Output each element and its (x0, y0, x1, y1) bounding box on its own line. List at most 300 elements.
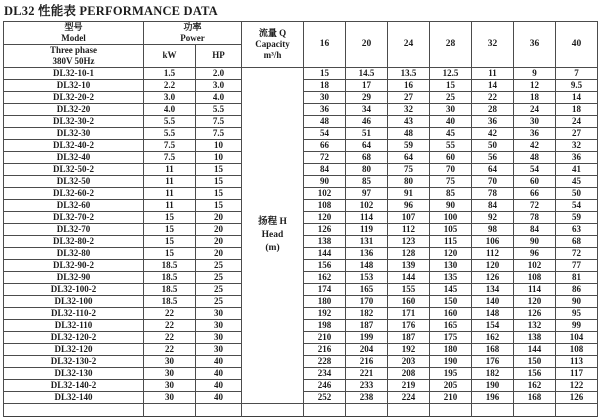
head-value-cell: 160 (430, 307, 472, 319)
head-value-cell: 176 (388, 319, 430, 331)
head-value-cell: 123 (388, 235, 430, 247)
head-value-cell: 14 (472, 79, 514, 91)
head-value-cell: 136 (346, 247, 388, 259)
head-value-cell: 86 (556, 283, 598, 295)
head-value-cell: 228 (304, 355, 346, 367)
hp-cell: 30 (196, 319, 242, 331)
head-value-cell: 150 (514, 355, 556, 367)
model-header-en: Model (61, 32, 86, 43)
head-value-cell: 90 (556, 295, 598, 307)
hp-cell: 20 (196, 223, 242, 235)
head-value-cell: 113 (556, 355, 598, 367)
head-value-cell: 114 (346, 211, 388, 223)
head-value-cell: 132 (514, 319, 556, 331)
page-title: DL32 性能表 PERFORMANCE DATA (4, 4, 218, 18)
head-value-cell: 68 (346, 151, 388, 163)
cropped-cell (242, 403, 304, 416)
head-value-cell: 126 (514, 307, 556, 319)
performance-table (3, 21, 598, 417)
hp-cell: 15 (196, 199, 242, 211)
head-value-cell: 221 (346, 367, 388, 379)
head-value-cell: 99 (556, 319, 598, 331)
head-value-cell: 168 (514, 391, 556, 403)
head-value-cell: 195 (430, 367, 472, 379)
head-value-cell: 60 (514, 175, 556, 187)
hp-cell: 30 (196, 343, 242, 355)
hp-cell: 10 (196, 139, 242, 151)
head-value-cell: 148 (346, 259, 388, 271)
hp-cell: 20 (196, 211, 242, 223)
hp-cell: 40 (196, 367, 242, 379)
head-value-cell: 92 (472, 211, 514, 223)
kw-cell: 15 (144, 235, 196, 247)
kw-cell: 15 (144, 211, 196, 223)
cropped-cell (430, 403, 472, 416)
head-value-cell: 54 (304, 127, 346, 139)
hp-cell: 15 (196, 163, 242, 175)
head-value-cell: 131 (346, 235, 388, 247)
head-value-cell: 64 (472, 163, 514, 175)
head-value-cell: 122 (556, 379, 598, 391)
kw-cell: 15 (144, 223, 196, 235)
head-value-cell: 155 (388, 283, 430, 295)
head-value-cell: 119 (346, 223, 388, 235)
head-value-cell: 170 (346, 295, 388, 307)
head-value-cell: 84 (472, 199, 514, 211)
head-value-cell: 85 (346, 175, 388, 187)
head-value-cell: 190 (472, 379, 514, 391)
cropped-cell (514, 403, 556, 416)
head-value-cell: 162 (304, 271, 346, 283)
capacity-header-unit: m³/h (263, 49, 282, 60)
hp-cell: 40 (196, 391, 242, 403)
head-value-cell: 45 (556, 175, 598, 187)
head-value-cell: 16 (388, 79, 430, 91)
head-value-cell: 216 (346, 355, 388, 367)
head-value-cell: 18 (514, 91, 556, 103)
head-value-cell: 160 (388, 295, 430, 307)
head-value-cell: 210 (430, 391, 472, 403)
head-value-cell: 24 (514, 103, 556, 115)
head-value-cell: 130 (430, 259, 472, 271)
kw-cell: 22 (144, 331, 196, 343)
head-value-cell: 144 (304, 247, 346, 259)
head-value-cell: 114 (514, 283, 556, 295)
head-value-cell: 154 (472, 319, 514, 331)
hp-cell: 2.0 (196, 67, 242, 79)
head-value-cell: 117 (556, 367, 598, 379)
head-value-cell: 90 (514, 235, 556, 247)
head-value-cell: 204 (346, 343, 388, 355)
model-cell: DL32-130 (4, 367, 144, 379)
head-value-cell: 50 (556, 187, 598, 199)
head-value-cell: 41 (556, 163, 598, 175)
head-value-cell: 144 (514, 343, 556, 355)
model-header-cn: 型号 (64, 22, 83, 32)
head-value-cell: 168 (472, 343, 514, 355)
head-value-cell: 175 (430, 331, 472, 343)
model-cell: DL32-70-2 (4, 211, 144, 223)
head-value-cell: 36 (514, 127, 556, 139)
head-value-cell: 78 (514, 211, 556, 223)
power-header-en: Power (180, 32, 205, 43)
kw-cell: 30 (144, 355, 196, 367)
head-value-cell: 224 (388, 391, 430, 403)
head-value-cell: 84 (514, 223, 556, 235)
head-value-cell: 112 (388, 223, 430, 235)
head-value-cell: 30 (430, 103, 472, 115)
kw-cell: 3.0 (144, 91, 196, 103)
model-cell: DL32-80-2 (4, 235, 144, 247)
head-value-cell: 210 (304, 331, 346, 343)
head-value-cell: 96 (514, 247, 556, 259)
head-value-cell: 36 (472, 115, 514, 127)
head-value-cell: 135 (430, 271, 472, 283)
head-value-cell: 15 (304, 67, 346, 79)
hp-cell: 30 (196, 307, 242, 319)
cropped-cell (388, 403, 430, 416)
head-value-cell: 174 (304, 283, 346, 295)
head-value-cell: 54 (514, 163, 556, 175)
head-value-cell: 43 (388, 115, 430, 127)
head-value-cell: 12.5 (430, 67, 472, 79)
hp-cell: 15 (196, 175, 242, 187)
head-value-cell: 48 (514, 151, 556, 163)
hp-cell: 40 (196, 379, 242, 391)
model-cell: DL32-140-2 (4, 379, 144, 391)
cropped-cell (144, 403, 196, 416)
hp-cell: 10 (196, 151, 242, 163)
kw-cell: 7.5 (144, 151, 196, 163)
hp-cell: 5.5 (196, 103, 242, 115)
head-value-cell: 187 (388, 331, 430, 343)
head-value-cell: 48 (388, 127, 430, 139)
model-header (4, 22, 144, 45)
head-value-cell: 34 (346, 103, 388, 115)
head-value-cell: 90 (304, 175, 346, 187)
head-value-cell: 100 (430, 211, 472, 223)
head-value-cell: 156 (304, 259, 346, 271)
head-value-cell: 96 (388, 199, 430, 211)
head-value-cell: 18 (304, 79, 346, 91)
head-value-cell: 180 (430, 343, 472, 355)
head-value-cell: 165 (430, 319, 472, 331)
head-value-cell: 150 (430, 295, 472, 307)
head-value-cell: 252 (304, 391, 346, 403)
head-value-cell: 72 (514, 199, 556, 211)
head-value-cell: 140 (472, 295, 514, 307)
capacity-header (242, 22, 304, 68)
kw-cell: 7.5 (144, 139, 196, 151)
head-value-cell: 108 (556, 343, 598, 355)
capacity-header-en: Capacity (255, 38, 290, 49)
header-row-1 (4, 22, 598, 45)
head-value-cell: 190 (430, 355, 472, 367)
head-value-cell: 75 (430, 175, 472, 187)
head-value-cell: 126 (556, 391, 598, 403)
head-value-cell: 219 (388, 379, 430, 391)
kw-cell: 11 (144, 199, 196, 211)
model-subheader (4, 44, 144, 67)
head-value-cell: 42 (472, 127, 514, 139)
head-value-cell: 139 (388, 259, 430, 271)
head-value-cell: 97 (346, 187, 388, 199)
head-value-cell: 77 (556, 259, 598, 271)
head-value-cell: 106 (472, 235, 514, 247)
kw-cell: 5.5 (144, 115, 196, 127)
model-cell: DL32-50-2 (4, 163, 144, 175)
head-value-cell: 54 (556, 199, 598, 211)
head-value-cell: 64 (388, 151, 430, 163)
head-value-cell: 144 (388, 271, 430, 283)
kw-header: kW (144, 44, 196, 67)
hp-cell: 30 (196, 331, 242, 343)
model-subheader-line1: Three phase (49, 44, 98, 55)
cropped-next-row (4, 403, 598, 416)
model-cell: DL32-90 (4, 271, 144, 283)
cropped-cell (472, 403, 514, 416)
kw-cell: 2.2 (144, 79, 196, 91)
head-value-cell: 120 (304, 211, 346, 223)
model-cell: DL32-30 (4, 127, 144, 139)
model-cell: DL32-100-2 (4, 283, 144, 295)
cropped-cell (304, 403, 346, 416)
head-value-cell: 30 (514, 115, 556, 127)
head-value-cell: 192 (388, 343, 430, 355)
hp-cell: 7.5 (196, 127, 242, 139)
model-cell: DL32-60 (4, 199, 144, 211)
model-cell: DL32-80 (4, 247, 144, 259)
cropped-cell (4, 403, 144, 416)
hp-cell: 20 (196, 235, 242, 247)
flow-header: 20 (346, 22, 388, 68)
head-value-cell: 36 (556, 151, 598, 163)
hp-cell: 4.0 (196, 91, 242, 103)
hp-cell: 15 (196, 187, 242, 199)
head-value-cell: 81 (556, 271, 598, 283)
head-value-cell: 165 (346, 283, 388, 295)
head-value-cell: 25 (430, 91, 472, 103)
kw-cell: 11 (144, 163, 196, 175)
model-cell: DL32-110-2 (4, 307, 144, 319)
flow-header: 36 (514, 22, 556, 68)
head-value-cell: 46 (346, 115, 388, 127)
power-header (144, 22, 242, 45)
head-value-cell: 216 (304, 343, 346, 355)
head-value-cell: 51 (346, 127, 388, 139)
model-cell: DL32-100 (4, 295, 144, 307)
head-value-cell: 196 (472, 391, 514, 403)
head-value-cell: 12 (514, 79, 556, 91)
kw-cell: 4.0 (144, 103, 196, 115)
head-value-cell: 7 (556, 67, 598, 79)
head-value-cell: 176 (472, 355, 514, 367)
head-value-cell: 60 (430, 151, 472, 163)
head-value-cell: 45 (430, 127, 472, 139)
kw-cell: 18.5 (144, 259, 196, 271)
head-value-cell: 208 (388, 367, 430, 379)
hp-cell: 25 (196, 271, 242, 283)
head-value-cell: 14.5 (346, 67, 388, 79)
head-label-line: (m) (265, 242, 280, 253)
head-value-cell: 56 (472, 151, 514, 163)
table-header (4, 22, 598, 68)
cropped-cell (346, 403, 388, 416)
head-value-cell: 50 (472, 139, 514, 151)
head-label-line: Head (261, 229, 284, 240)
head-value-cell: 32 (556, 139, 598, 151)
head-value-cell: 64 (346, 139, 388, 151)
head-value-cell: 105 (430, 223, 472, 235)
model-cell: DL32-60-2 (4, 187, 144, 199)
head-value-cell: 162 (472, 331, 514, 343)
table-body (4, 67, 598, 416)
hp-cell: 3.0 (196, 79, 242, 91)
head-value-cell: 145 (430, 283, 472, 295)
head-value-cell: 22 (472, 91, 514, 103)
hp-cell: 7.5 (196, 115, 242, 127)
head-value-cell: 233 (346, 379, 388, 391)
model-cell: DL32-20 (4, 103, 144, 115)
flow-header: 16 (304, 22, 346, 68)
head-value-cell: 18 (556, 103, 598, 115)
head-value-cell: 29 (346, 91, 388, 103)
kw-cell: 11 (144, 187, 196, 199)
hp-cell: 25 (196, 295, 242, 307)
cropped-cell (556, 403, 598, 416)
head-value-cell: 162 (514, 379, 556, 391)
capacity-header-cn: 流量 Q (258, 28, 287, 39)
table-row (4, 67, 598, 79)
head-value-cell: 27 (556, 127, 598, 139)
head-value-cell: 75 (388, 163, 430, 175)
head-value-cell: 120 (472, 259, 514, 271)
hp-cell: 25 (196, 259, 242, 271)
head-label-line: 扬程 H (258, 216, 287, 227)
kw-cell: 30 (144, 379, 196, 391)
head-value-cell: 187 (346, 319, 388, 331)
head-value-cell: 24 (556, 115, 598, 127)
kw-cell: 22 (144, 319, 196, 331)
head-value-cell: 80 (346, 163, 388, 175)
model-cell: DL32-10-1 (4, 67, 144, 79)
head-value-cell: 63 (556, 223, 598, 235)
model-cell: DL32-130-2 (4, 355, 144, 367)
model-cell: DL32-140 (4, 391, 144, 403)
head-value-cell: 120 (514, 295, 556, 307)
head-value-cell: 28 (472, 103, 514, 115)
head-value-cell: 48 (304, 115, 346, 127)
head-value-cell: 59 (388, 139, 430, 151)
model-cell: DL32-90-2 (4, 259, 144, 271)
model-cell: DL32-120-2 (4, 331, 144, 343)
head-value-cell: 90 (430, 199, 472, 211)
model-cell: DL32-50 (4, 175, 144, 187)
head-value-cell: 180 (304, 295, 346, 307)
head-value-cell: 246 (304, 379, 346, 391)
kw-cell: 22 (144, 343, 196, 355)
head-value-cell: 9 (514, 67, 556, 79)
head-value-cell: 107 (388, 211, 430, 223)
flow-header: 32 (472, 22, 514, 68)
kw-cell: 30 (144, 391, 196, 403)
head-value-cell: 9.5 (556, 79, 598, 91)
head-value-cell: 112 (472, 247, 514, 259)
kw-cell: 5.5 (144, 127, 196, 139)
kw-cell: 30 (144, 367, 196, 379)
model-cell: DL32-70 (4, 223, 144, 235)
head-value-cell: 70 (430, 163, 472, 175)
model-cell: DL32-120 (4, 343, 144, 355)
head-value-cell: 84 (304, 163, 346, 175)
head-value-cell: 42 (514, 139, 556, 151)
head-value-cell: 36 (304, 103, 346, 115)
head-value-cell: 102 (346, 199, 388, 211)
head-value-cell: 13.5 (388, 67, 430, 79)
kw-cell: 1.5 (144, 67, 196, 79)
head-value-cell: 205 (430, 379, 472, 391)
head-value-cell: 72 (304, 151, 346, 163)
hp-header: HP (196, 44, 242, 67)
head-value-cell: 203 (388, 355, 430, 367)
head-value-cell: 72 (556, 247, 598, 259)
head-value-cell: 108 (514, 271, 556, 283)
head-value-cell: 182 (472, 367, 514, 379)
head-value-cell: 59 (556, 211, 598, 223)
head-value-cell: 14 (556, 91, 598, 103)
head-value-cell: 95 (556, 307, 598, 319)
head-value-cell: 120 (430, 247, 472, 259)
head-value-cell: 66 (514, 187, 556, 199)
kw-cell: 11 (144, 175, 196, 187)
head-value-cell: 32 (388, 103, 430, 115)
head-value-cell: 171 (388, 307, 430, 319)
head-value-cell: 98 (472, 223, 514, 235)
head-value-cell: 68 (556, 235, 598, 247)
kw-cell: 18.5 (144, 295, 196, 307)
head-value-cell: 102 (304, 187, 346, 199)
kw-cell: 18.5 (144, 271, 196, 283)
head-value-cell: 115 (430, 235, 472, 247)
head-value-cell: 138 (514, 331, 556, 343)
model-cell: DL32-40 (4, 151, 144, 163)
head-value-cell: 126 (304, 223, 346, 235)
head-label-cell (242, 67, 304, 403)
head-value-cell: 30 (304, 91, 346, 103)
model-subheader-line2: 380V 50Hz (52, 55, 95, 66)
head-value-cell: 234 (304, 367, 346, 379)
head-value-cell: 17 (346, 79, 388, 91)
flow-header: 28 (430, 22, 472, 68)
head-value-cell: 11 (472, 67, 514, 79)
head-value-cell: 128 (388, 247, 430, 259)
hp-cell: 25 (196, 283, 242, 295)
model-cell: DL32-30-2 (4, 115, 144, 127)
flow-header: 40 (556, 22, 598, 68)
head-value-cell: 192 (304, 307, 346, 319)
flow-header: 24 (388, 22, 430, 68)
head-value-cell: 156 (514, 367, 556, 379)
model-cell: DL32-20-2 (4, 91, 144, 103)
hp-cell: 40 (196, 355, 242, 367)
head-value-cell: 199 (346, 331, 388, 343)
head-value-cell: 40 (430, 115, 472, 127)
head-value-cell: 85 (430, 187, 472, 199)
head-value-cell: 102 (514, 259, 556, 271)
head-value-cell: 104 (556, 331, 598, 343)
head-value-cell: 70 (472, 175, 514, 187)
head-value-cell: 15 (430, 79, 472, 91)
